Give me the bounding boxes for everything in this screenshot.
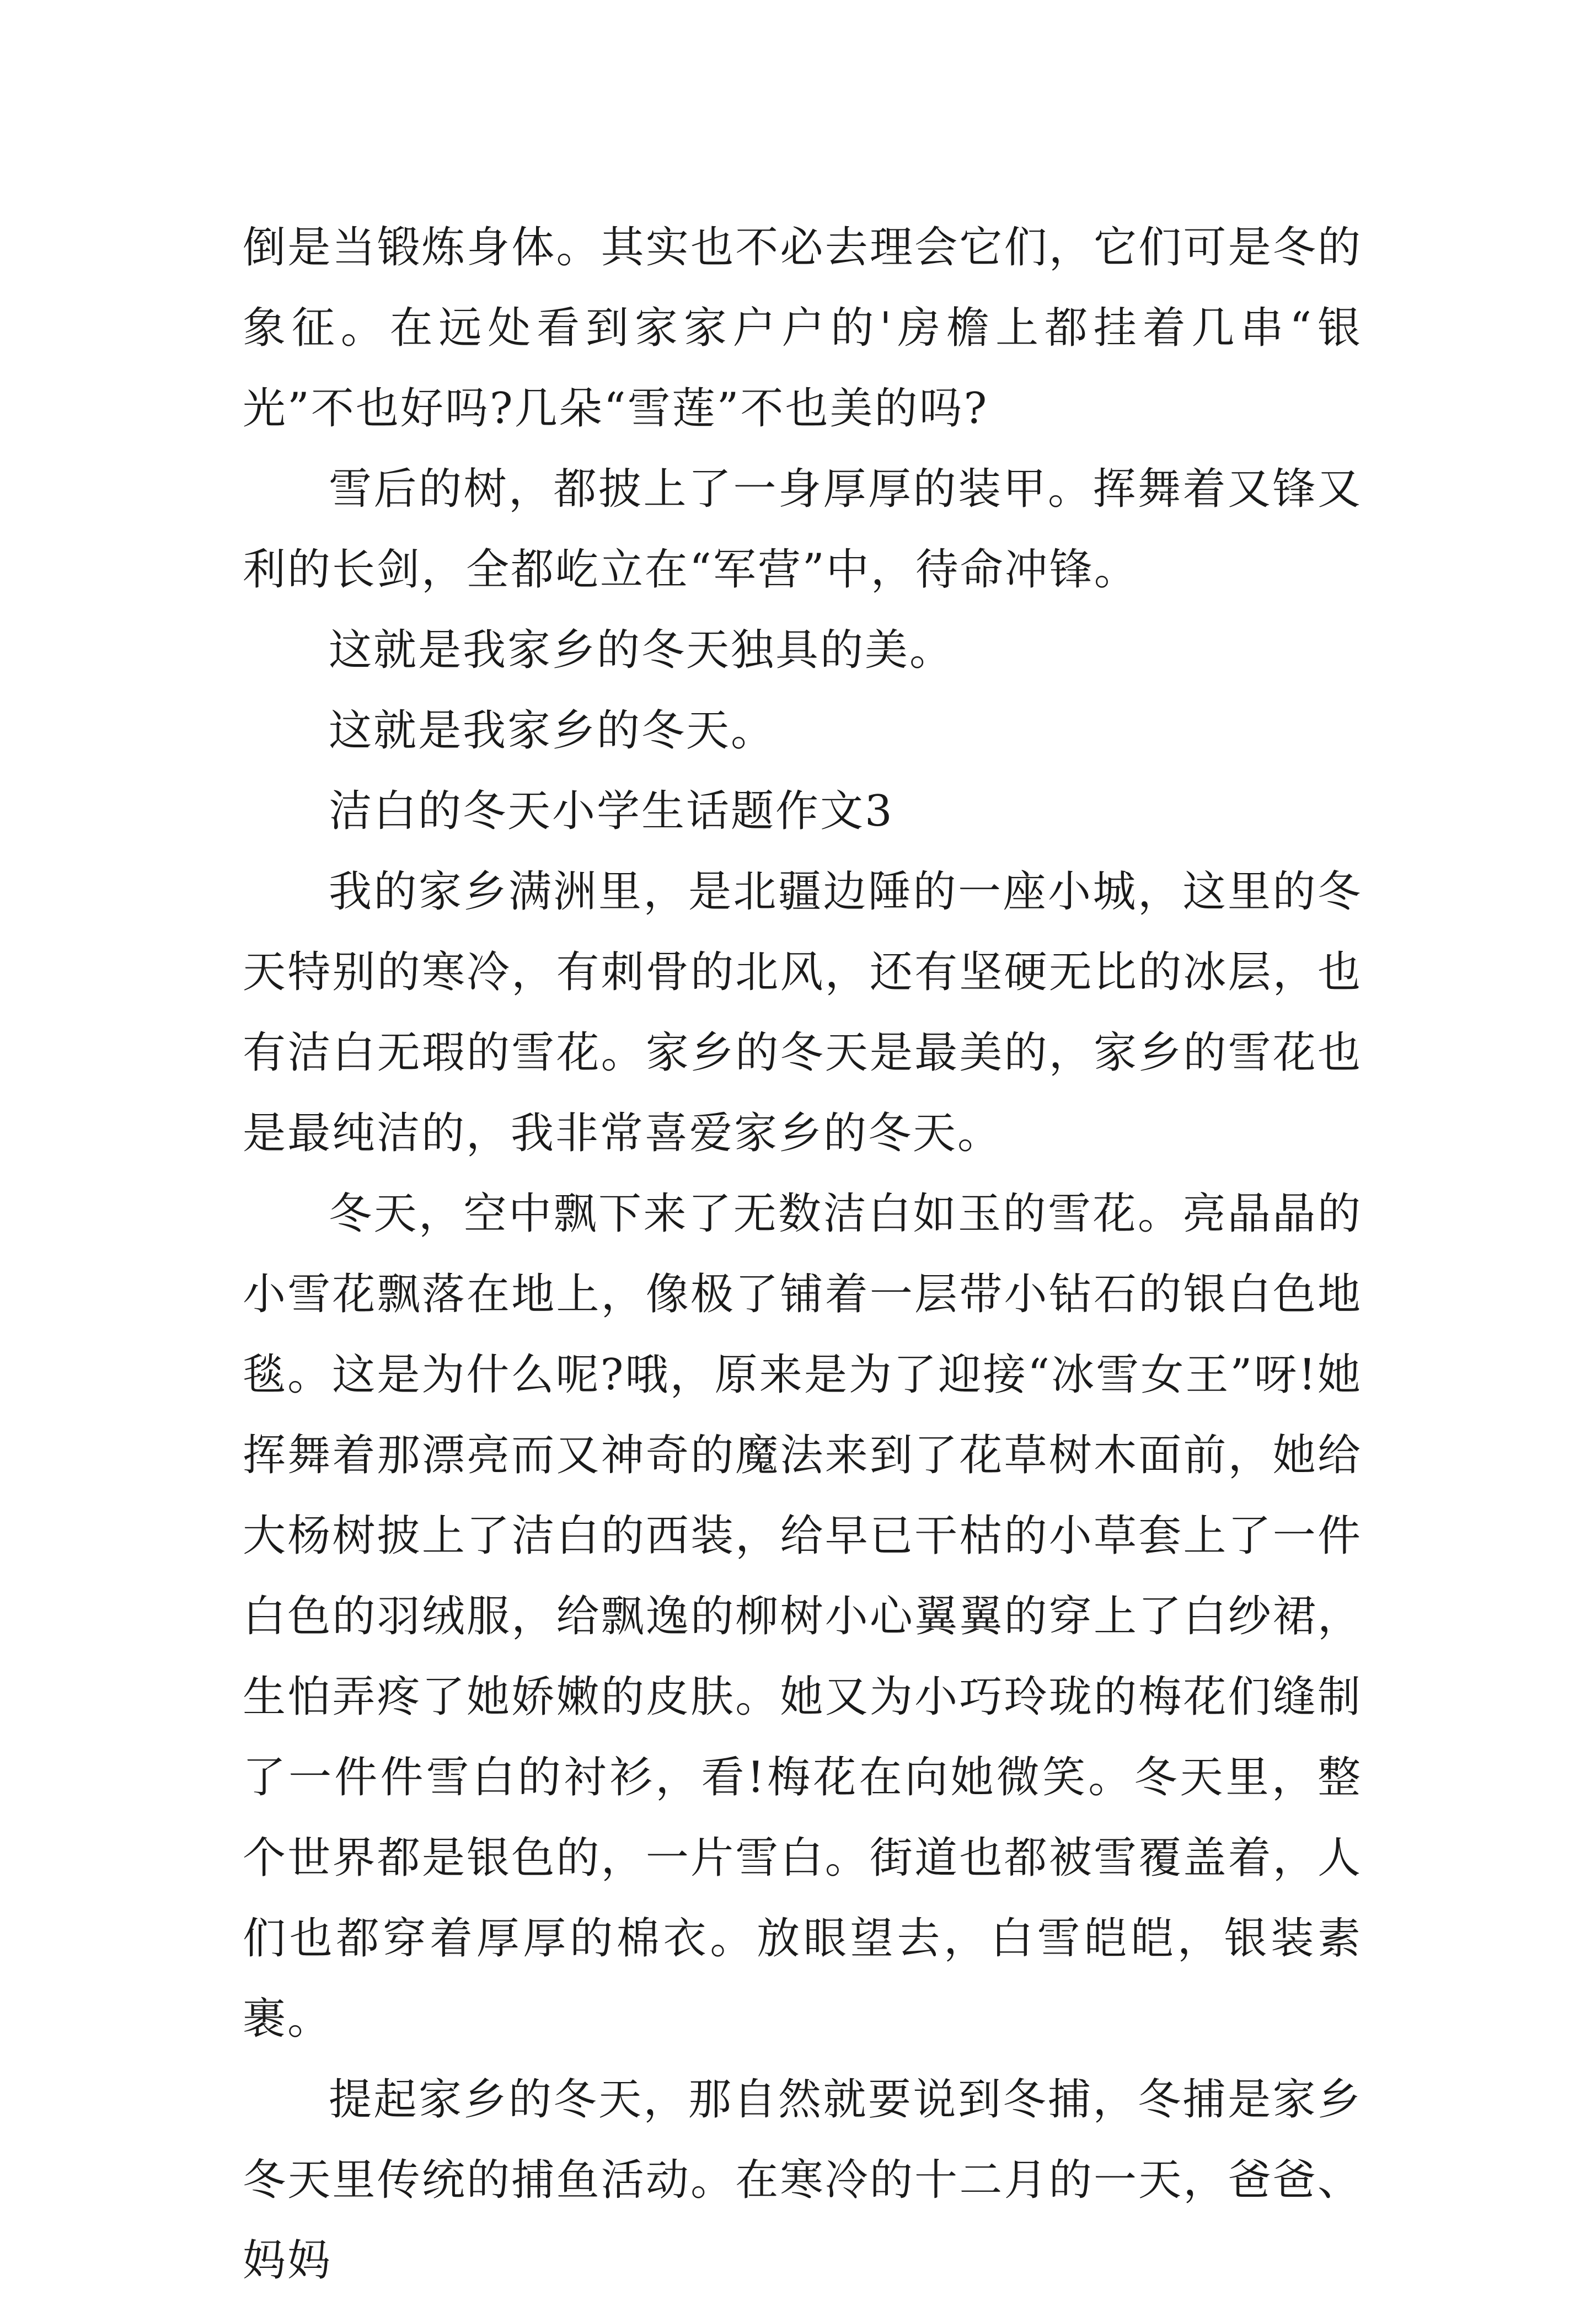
paragraph-continuation: 倒是当锻炼身体。其实也不必去理会它们，它们可是冬的象征。在远处看到家家户户的'房檐上都挂着几串“银光”不也好吗?几朵“雪莲”不也美的吗? xyxy=(243,223,1362,434)
paragraph-winter-fishing: 提起家乡的冬天，那自然就要说到冬捕，冬捕是家乡冬天里传统的捕鱼活动。在寒冷的十二月的一天，爸爸、妈妈 xyxy=(243,2075,1362,2286)
paragraph-snowflakes: 冬天，空中飘下来了无数洁白如玉的雪花。亮晶晶的小雪花飘落在地上，像极了铺着一层带小钻石的银白色地毯。这是为什么呢?哦，原来是为了迎接“冰雪女王”呀!她挥舞着那漂亮而又神奇的魔法来到了花草树木面前，她给大杨树披上了洁白的西装，给早已干枯的小草套上了一件白色的羽绒服，给飘逸的柳树小心翼翼的穿上了白纱裙，生怕弄疼了她娇嫩的皮肤。她又为小巧玲珑的梅花们缝制了一件件雪白的衬衫，看!梅花在向她微笑。冬天里，整个世界都是银色的，一片雪白。街道也都被雪覆盖着，人们也都穿着厚厚的棉衣。放眼望去，白雪皑皑，银装素裹。 xyxy=(243,1189,1362,2044)
paragraph-unique-beauty: 这就是我家乡的冬天独具的美。 xyxy=(329,625,955,675)
paragraph-hometown-winter: 这就是我家乡的冬天。 xyxy=(329,706,776,756)
paragraph-manzhouli: 我的家乡满洲里，是北疆边陲的一座小城，这里的冬天特别的寒冷，有刺骨的北风，还有坚硬无比的冰层，也有洁白无瑕的雪花。家乡的冬天是最美的，家乡的雪花也是最纯洁的，我非常喜爱家乡的冬天。 xyxy=(243,867,1362,1158)
essay-title: 洁白的冬天小学生话题作文3 xyxy=(329,786,894,836)
paragraph-snow-trees: 雪后的树，都披上了一身厚厚的装甲。挥舞着又锋又利的长剑，全都屹立在“军营”中，待命冲锋。 xyxy=(243,464,1362,595)
document-body xyxy=(243,207,1362,2301)
